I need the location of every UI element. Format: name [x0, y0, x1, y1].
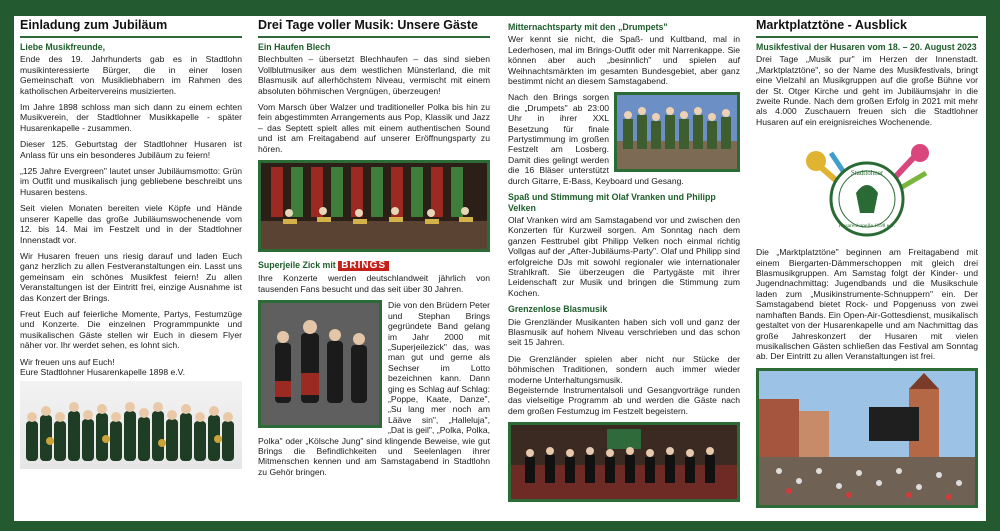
title-rule: [258, 36, 490, 38]
drumpets-photo: [614, 92, 740, 172]
grenzland-photo: [508, 422, 740, 502]
paragraph: Nach den Brings sorgen die „Drumpets" ab 23:00 Uhr in ihrer XXL Besetzung für finale Partystimmung im großen Festzelt am Losberg. Damit dies gelingt werden die 16 Bläser unterstützt durch Gitarre, E-Bass, Keyboard und Gesang.: [508, 92, 684, 186]
gaeste-title: Drei Tage voller Musik: Unsere Gäste: [258, 18, 478, 32]
paragraph: Drei Tage „Musik pur" im Herzen der Innenstadt. „Marktplatztöne", so der Name des Musikfestivals, bringt eine Vielzahl an Musikgruppen auf die große Bühne vor der St. Otger Kirche und geht im Jubiläumsjahr in die zweite Runde. Nach dem großen Erfolg in 2021 mit mehr als 4.000 Zuschauern freuen sich die Stadtlohner Husaren auf ein ereignisreiches Wochenende.: [756, 54, 978, 127]
brings-illustration: [261, 303, 379, 425]
paragraph: Wer kennt sie nicht, die Spaß- und Kultband, mal in Lederhosen, mal im Brings-Outfit oder mit Narrenkappe. Sie können aber auch „besinnlich" und spielen auf Weihnachtsmärkten im gesamten Bundesgebiet, aber ganz bestimmt nicht an diesem Samstagabend.: [508, 34, 740, 87]
paragraph: Im Jahre 1898 schloss man sich dann zu einem echten Musikverein, der Stadtlohner Musikkapelle - später Husarenkapelle - zusammen.: [20, 102, 242, 133]
right-border: [986, 0, 1000, 531]
paragraph: Freut Euch auf feierliche Momente, Partys, Festumzüge und Konzerte. Die einzelnen Programmpunkte und musikalischen Gäste stellen wir Euch in diesem Flyer näher vor. Ihr werdet sehen, es lohnt sich.: [20, 308, 242, 351]
left-border: [0, 0, 14, 531]
paragraph: Blechbulten – übersetzt Blechhaufen – das sind sieben Vollblutmusiker aus dem westlichen Münsterland, die mit Blasmusik auf allerhöchstem Niveau, vermischt mit einem absoluten böhmischen Vergnügen, überzeugen!: [258, 54, 490, 96]
husaren-logo: [756, 133, 978, 241]
paragraph: Die Grenzländer Musikanten haben sich voll und ganz der Blasmusik auf hohem Niveau verschrieben und das schon seit 15 Jahren.: [508, 316, 740, 348]
column-einladung: [20, 18, 242, 469]
brings-heading-text: Superjeile Zick mit: [258, 260, 336, 271]
column-party: [508, 18, 740, 502]
top-border: [0, 0, 1000, 16]
closing-line: Wir freuen uns auf Euch!: [20, 356, 115, 367]
paragraph: Ihre Konzerte werden deutschlandweit jährlich von tausenden Fans besucht und das seit über 30 Jahren.: [258, 273, 490, 294]
band-group-photo: [20, 381, 242, 469]
stage-illustration: [261, 163, 487, 249]
drumpets-heading: Mitternachtsparty mit den „Drumpets": [508, 22, 668, 32]
paragraph: Olaf Vranken wird am Samstagabend vor und zwischen den Konzerten für Kurzweil sorgen. Am Sonntag nach dem ganzen Festtrubel gibt Philipp Velken noch einmal richtig Vollgas auf der „After-Jubiläums-Party". Olaf und Philipp sind erfolgreiche DJs mit sowohl regionaler wie internationaler Strahlkraft. Sie überzeugen die Partygäste mit ihrer Leidenschaft zur Musik und bringen die Stimmung zum Kochen.: [508, 214, 740, 298]
band-group-illustration: [20, 381, 242, 469]
paragraph: „125 Jahre Evergreen" lautet unser Jubiläumsmotto: Grün im Outfit und musikalisch jung gebliebene beschreibt uns Husaren bestens.: [20, 166, 242, 197]
brings-logo: BRINGS: [338, 261, 389, 271]
einladung-title: Einladung zum Jubiläum: [20, 18, 168, 32]
paragraph: Vom Marsch über Walzer und traditioneller Polka bis hin zu fein abgestimmten Arrangements aus Pop, Klassik und Jazz – das Septett spielt alles mit einem authentischen Sound und ist am Freitagabend auf unserer Eröffnungsparty zu hören.: [258, 102, 490, 154]
grenzland-illustration: [511, 425, 737, 499]
bottom-border: [0, 521, 1000, 531]
grenzland-heading: Grenzenlose Blasmusik: [508, 304, 608, 315]
paragraph: Dieser 125. Geburtstag der Stadtlohner Husaren ist Anlass für uns ein besonderes Jubiläum zu feiern!: [20, 139, 242, 160]
paragraph: Die Grenzländer spielen aber nicht nur Stücke der böhmischen Traditionen, sondern auch immer wieder moderne Unterhaltungsmusik.: [508, 353, 740, 385]
closing: [20, 357, 242, 378]
paragraph: Wir Husaren freuen uns riesig darauf und laden Euch ganz herzlich zu allen Festveranstaltungen ein. Lasst uns gemeinsam ein schönes Musikfest feiern! Zu allen Veranstaltungen ist der Eintritt frei, einzige Ausnahme ist das Konzert der Brings.: [20, 250, 242, 303]
logo-text-top: Stadtlohner: [850, 169, 884, 178]
paragraph: Seit vielen Monaten bereiten viele Köpfe und Hände unserer Kapelle das große Jubiläumswochenende vom 12. bis 14. Mai im Festzelt und in der Stadtlohner Innenstadt vor.: [20, 203, 242, 245]
blechbulten-photo: [258, 160, 490, 252]
dj-heading: Spaß und Stimmung mit Olaf Vranken und Philipp Velken: [508, 192, 716, 213]
title-rule: [756, 36, 978, 38]
brings-photo: [258, 300, 382, 428]
logo-text-bottom: Husarenkapelle 1898 e.V.: [838, 223, 896, 230]
title-rule: [20, 36, 242, 38]
blechbulten-heading: Ein Haufen Blech: [258, 42, 331, 52]
drumpets-illustration: [617, 95, 737, 169]
paragraph: Die von den Brüdern Peter und Stephan Brings gegründete Band gelang im Jahr 2000 mit „Superjeilezick" das, was man gut und gerne als Sechser im Lotto bezeichnen kann. Dann ging es Schlag auf Schlag: „Poppe, Kaate, Danze", „Su lang mer noch am Lääve sin", „Halleluja", „Dat is geil", „Polka, Polka, Polka" oder „Kölsche Jung" sind klingende Beweise, wie gut Brings die Befindlichkeiten und Seelenlagen ihrer Mitmenschen kennen und am Samstagabend in Stadtlohn zu Gehör bringen.: [258, 300, 490, 477]
column-gaeste: [258, 18, 490, 483]
husaren-logo-graphic: [756, 133, 978, 241]
greeting: Liebe Musikfreunde,: [20, 42, 106, 52]
brings-heading: [258, 260, 490, 271]
marktplatz-title: Marktplatztöne - Ausblick: [756, 18, 907, 32]
paragraph: Begeisternde Instrumentalsoli und Gesangvorträge runden das vielseitige Programm ab und werden die Gäste nach dem großen Festumzug im Festzelt begeistern.: [508, 385, 740, 416]
festival-heading: Musikfestival der Husaren vom 18. – 20. August 2023: [756, 42, 977, 52]
marktplatz-photo: [756, 368, 978, 508]
paragraph: Ende des 19. Jahrhunderts gab es in Stadtlohn musikinteressierte Bürger, die in einer losen Gemeinschaft von Musikliebhabern im Rahmen des katholischen Arbeitervereins musizierten.: [20, 54, 242, 96]
paragraph: Die „Marktplatztöne" beginnen am Freitagabend mit einem Biergarten-Dämmerschoppen mit gleich drei Blasmusikgruppen. Am Samstag folgt der Kinder- und Jugendnachmittag: Jugendbands und die Musikschule laden zum „Musikinstrumente-Schnuppern" ein. Der Samstagabend bietet Rock- und Popgenuss von zwei namhaften Bands. Ein Open-Air-Gottesdienst, musikalisch gestaltet von der Husarenkapelle und am Nachmittag das große Jahreskonzert der Husaren mit vielen musikalischen Gästen schließen das Festival am Sonntag ab. Der Eintritt zu allen Veranstaltungen ist frei.: [756, 247, 978, 362]
signature-line: Eure Stadtlohner Husarenkapelle 1898 e.V.: [20, 366, 185, 377]
column-marktplatz: [756, 18, 978, 508]
marktplatz-illustration: [759, 371, 975, 505]
